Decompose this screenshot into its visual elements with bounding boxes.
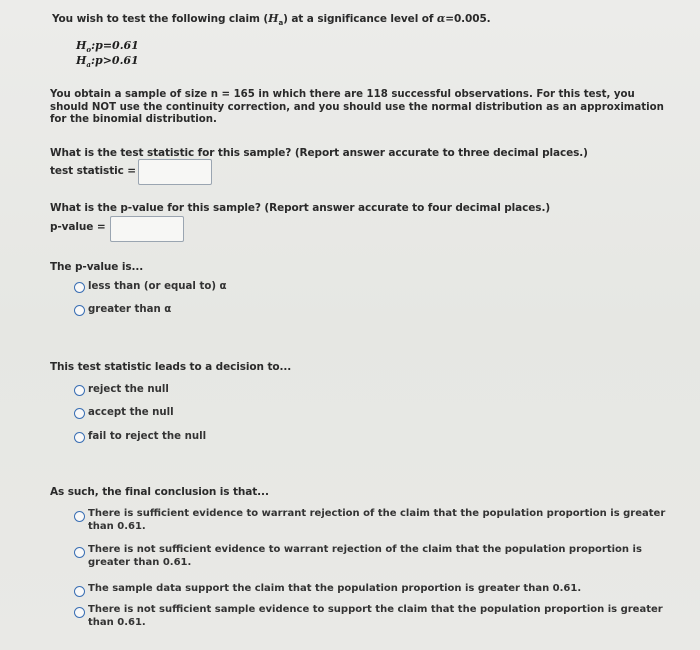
p-value-compare-question: The p-value is...	[50, 261, 144, 273]
conclusion-radio-2[interactable]	[74, 547, 85, 558]
test-statistic-label: test statistic =	[50, 165, 136, 177]
alpha-value: =0.005.	[445, 13, 491, 25]
null-hypothesis	[76, 39, 139, 54]
h0-subscript: o	[86, 45, 92, 55]
conclusion-radio-4[interactable]	[74, 607, 85, 618]
option-label: reject the null	[88, 384, 169, 395]
option-label: fail to reject the null	[88, 431, 207, 442]
h0-statement: :p=0.61	[91, 39, 139, 52]
conclusion-radio-3[interactable]	[74, 586, 85, 597]
alpha-symbol: α	[436, 12, 446, 25]
radio-icon[interactable]	[74, 408, 85, 419]
ha-subscript: a	[278, 19, 284, 28]
decision-question: This test statistic leads to a decision to...	[50, 361, 292, 373]
conclusion-option-4[interactable]: There is not sufficient sample evidence to support the claim that the population proportion is greater than 0.61.	[88, 604, 663, 628]
test-statistic-question: What is the test statistic for this sample? (Report answer accurate to three decimal places.)	[50, 147, 588, 159]
p-value-label: p-value =	[50, 221, 106, 233]
radio-icon[interactable]	[74, 282, 85, 293]
ha-symbol: H	[268, 12, 279, 25]
intro-prefix: You wish to test the following claim (	[52, 13, 269, 25]
h0-label: H	[76, 39, 87, 52]
alternative-hypothesis	[76, 54, 139, 69]
option-label: accept the null	[88, 407, 174, 418]
test-statistic-input[interactable]	[138, 159, 212, 185]
conclusion-option-1[interactable]: There is sufficient evidence to warrant rejection of the claim that the population proportion is greater than 0.61.	[88, 508, 666, 532]
option-label: less than (or equal to) α	[88, 281, 227, 292]
radio-icon[interactable]	[74, 432, 85, 443]
ha-label-subscript: a	[86, 60, 91, 70]
conclusion-option-3[interactable]: The sample data support the claim that the population proportion is greater than 0.61.	[88, 583, 582, 594]
ha-label: H	[76, 54, 87, 67]
conclusion-option-2[interactable]: There is not sufficient evidence to warrant rejection of the claim that the population proportion is greater than 0.61.	[88, 544, 642, 568]
radio-icon[interactable]	[74, 385, 85, 396]
ha-statement: :p>0.61	[90, 54, 139, 67]
conclusion-question: As such, the final conclusion is that...	[50, 486, 269, 498]
sample-paragraph: You obtain a sample of size n = 165 in which there are 118 successful observations. For this test, you should NOT use the continuity correction, and you should use the normal distribution as an approximation for the binomial distribution.	[50, 89, 664, 125]
option-label: greater than α	[88, 304, 172, 315]
p-value-question: What is the p-value for this sample? (Report answer accurate to four decimal places.)	[50, 202, 551, 214]
intro-middle: ) at a significance level of	[283, 13, 437, 25]
intro-line	[52, 12, 491, 27]
radio-icon[interactable]	[74, 305, 85, 316]
conclusion-radio-1[interactable]	[74, 511, 85, 522]
p-value-input[interactable]	[110, 216, 184, 242]
